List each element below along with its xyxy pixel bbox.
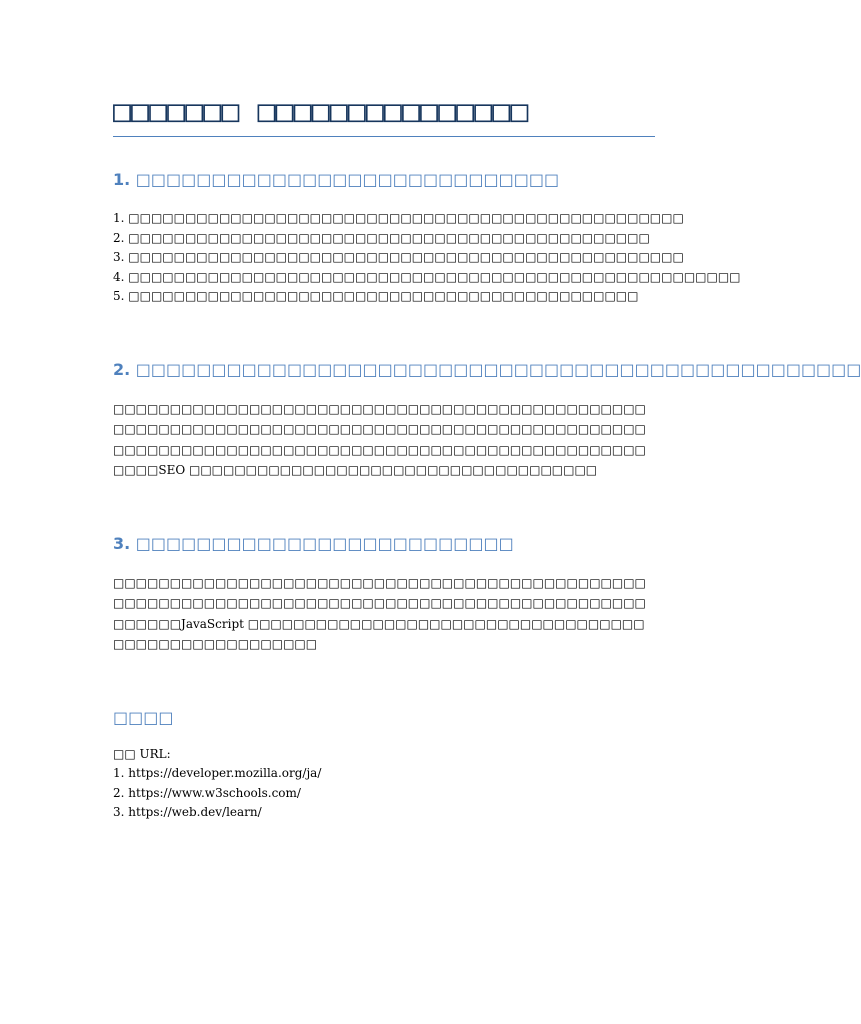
section-1-list — [113, 209, 741, 307]
list-item: 4. □□□□□□□□□□□□□□□□□□□□□□□□□□□□□□□□□□□□□□□□□□□□□□□□□□□□□□ — [113, 269, 741, 284]
section-1-heading: 1. □□□□□□□□□□□□□□□□□□□□□□□□□□□□ — [113, 170, 560, 189]
reference-link[interactable]: 3. https://web.dev/learn/ — [113, 805, 262, 819]
references-list — [113, 745, 655, 823]
references-heading: □□□□ — [113, 707, 174, 727]
section-3-paragraph: □□□□□□□□□□□□□□□□□□□□□□□□□□□□□□□□□□□□□□□□□□□□□□□□□□□□□□□□□□□□□□□□□□□□□□□□□□□□□□□□□□□□□□□□□□□□□□□□□□□□JavaScript □□□□□□□□□□□□□□□□□□□□□□□□□□□□□□□□□□□□□□□□□□□□□□□□□□□□□ — [113, 575, 646, 651]
references-label: □□ URL: — [113, 746, 171, 761]
list-item: 2. □□□□□□□□□□□□□□□□□□□□□□□□□□□□□□□□□□□□□□□□□□□□□□ — [113, 230, 650, 245]
reference-link[interactable]: 1. https://developer.mozilla.org/ja/ — [113, 766, 322, 780]
section-3-heading: 3. □□□□□□□□□□□□□□□□□□□□□□□□□ — [113, 533, 514, 553]
section-2-paragraph: □□□□□□□□□□□□□□□□□□□□□□□□□□□□□□□□□□□□□□□□□□□□□□□□□□□□□□□□□□□□□□□□□□□□□□□□□□□□□□□□□□□□□□□□□□□□□□□□□□□□□□□□□□□□□□□□□□□□□□□□□□□□□□□□□□□□□□□□□□□□□□□□□SEO □□□□□□□□□□□□□□□□□□□□□□□□□□□□□□□□□□□□ — [113, 401, 646, 477]
list-item: 1. □□□□□□□□□□□□□□□□□□□□□□□□□□□□□□□□□□□□□□□□□□□□□□□□□ — [113, 211, 684, 225]
list-item: 3. □□□□□□□□□□□□□□□□□□□□□□□□□□□□□□□□□□□□□□□□□□□□□□□□□ — [113, 250, 684, 264]
document-body — [113, 92, 861, 823]
page-title: □□□□□□□ □□□□□□□□□□□□□□□ — [113, 92, 655, 137]
list-item: 5. □□□□□□□□□□□□□□□□□□□□□□□□□□□□□□□□□□□□□□□□□□□□□ — [113, 289, 639, 303]
reference-link[interactable]: 2. https://www.w3schools.com/ — [113, 785, 301, 800]
section-2-heading: 2. □□□□□□□□□□□□□□□□□□□□□□□□□□□□□□□□□□□□□□□□□□□□□□□□ — [113, 359, 861, 379]
